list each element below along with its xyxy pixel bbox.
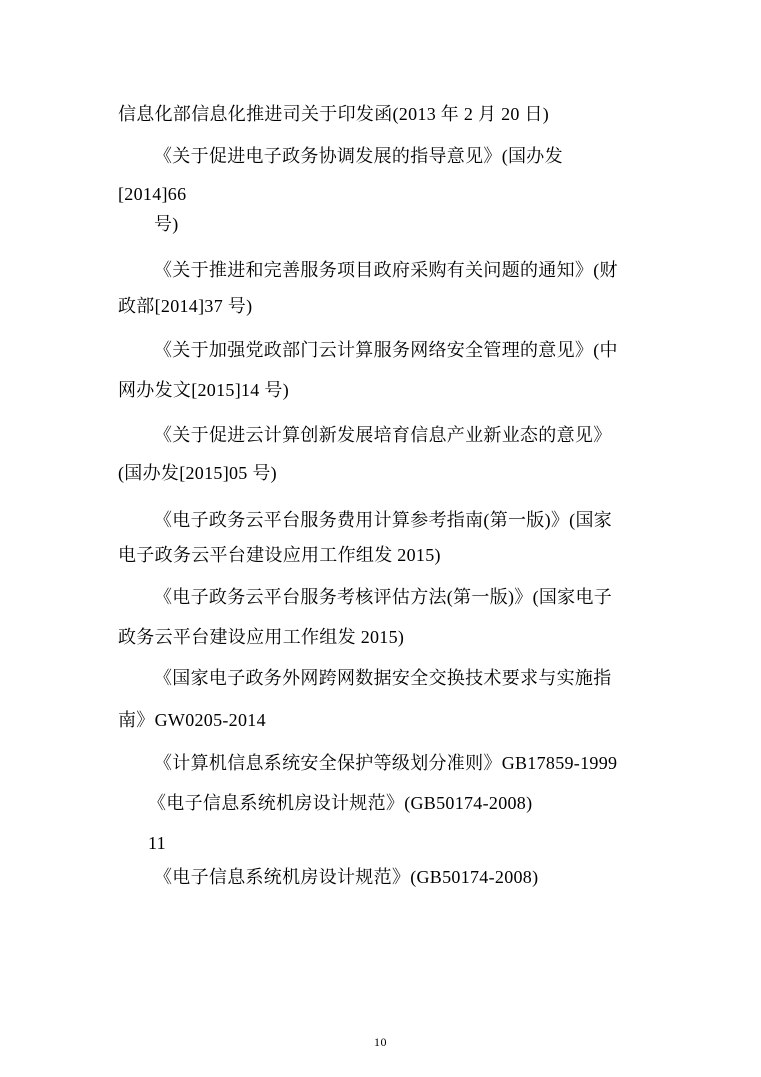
text-line: 《关于促进电子政务协调发展的指导意见》(国办发 — [154, 146, 563, 166]
page-number: 10 — [374, 1035, 387, 1049]
text-line: 信息化部信息化推进司关于印发函(2013 年 2 月 20 日) — [118, 104, 550, 124]
text-line: 《电子政务云平台服务考核评估方法(第一版)》(国家电子 — [154, 587, 613, 607]
text-line: [2014]66 — [118, 184, 187, 204]
text-line: 《关于促进云计算创新发展培育信息产业新业态的意见》 — [154, 425, 612, 445]
text-line: 《关于推进和完善服务项目政府采购有关问题的通知》(财 — [154, 260, 618, 280]
text-line: 《电子信息系统机房设计规范》(GB50174-2008) — [148, 793, 533, 813]
text-line: 政部[2014]37 号) — [118, 296, 253, 316]
text-line: 南》GW0205-2014 — [118, 710, 266, 730]
text-line: 政务云平台建设应用工作组发 2015) — [118, 627, 405, 647]
text-line: (国办发[2015]05 号) — [118, 463, 277, 483]
text-line: 电子政务云平台建设应用工作组发 2015) — [118, 545, 441, 565]
text-line: 《国家电子政务外网跨网数据安全交换技术要求与实施指 — [154, 668, 612, 688]
text-line: 《关于加强党政部门云计算服务网络安全管理的意见》(中 — [154, 340, 618, 360]
text-line: 《计算机信息系统安全保护等级划分准则》GB17859-1999 — [154, 753, 618, 773]
text-line: 《电子信息系统机房设计规范》(GB50174-2008) — [154, 867, 539, 887]
text-line: 网办发文[2015]14 号) — [118, 380, 289, 400]
text-line: 11 — [148, 833, 166, 853]
text-line: 号) — [154, 214, 179, 234]
text-line: 《电子政务云平台服务费用计算参考指南(第一版)》(国家 — [154, 510, 613, 530]
